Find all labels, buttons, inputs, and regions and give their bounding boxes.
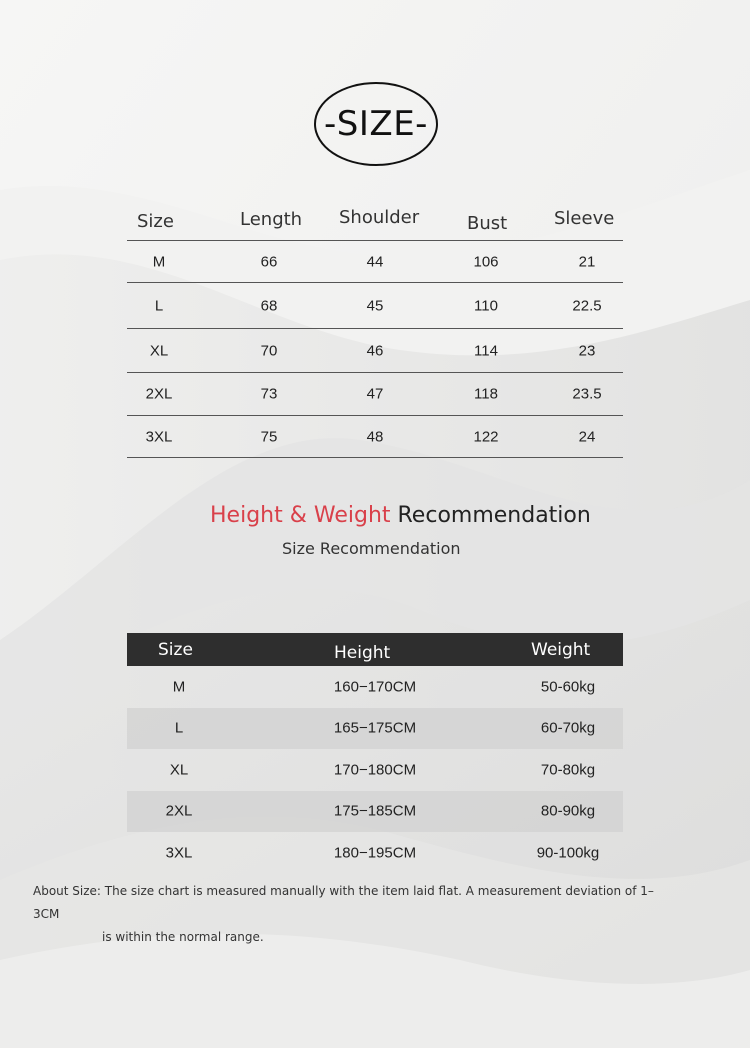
cell-height: 180−195CM [333, 844, 417, 862]
cell-weight: 50-60kg [540, 678, 596, 696]
cell-length: 75 [260, 428, 278, 445]
table-row [127, 329, 623, 373]
table-row [127, 283, 623, 329]
cell-sleeve: 22.5 [572, 297, 602, 314]
cell-sleeve: 23 [578, 342, 596, 359]
recommendation-title-rest: Recommendation [390, 503, 591, 528]
cell-sleeve: 23.5 [572, 385, 602, 403]
col-header-shoulder: Shoulder [339, 207, 420, 228]
cell-shoulder: 45 [366, 297, 384, 314]
col-header-size: Size [137, 211, 174, 232]
height-weight-header [127, 633, 623, 666]
cell-bust: 110 [474, 297, 498, 314]
table-row [127, 416, 623, 458]
cell-weight: 80-90kg [540, 802, 596, 820]
height-weight-table [127, 633, 623, 874]
cell-length: 70 [260, 342, 278, 359]
cell-bust: 114 [474, 342, 498, 359]
col-header-size: Size [158, 639, 193, 660]
cell-height: 170−180CM [333, 761, 417, 779]
cell-shoulder: 47 [366, 385, 384, 403]
cell-bust: 122 [473, 428, 499, 445]
cell-weight: 70-80kg [540, 761, 596, 779]
col-header-height: Height [334, 642, 391, 663]
cell-size: 3XL [145, 428, 173, 445]
recommendation-title-highlight: Height & Weight [210, 503, 391, 528]
cell-size: M [172, 678, 186, 696]
table-row [127, 791, 623, 833]
recommendation-title [210, 503, 591, 528]
cell-size: L [174, 719, 184, 737]
cell-length: 68 [260, 297, 278, 314]
measurement-table-header [127, 200, 623, 241]
table-row [127, 832, 623, 874]
cell-size: L [154, 297, 164, 314]
measurement-table [127, 200, 623, 458]
cell-size: XL [169, 761, 189, 779]
cell-bust: 118 [474, 385, 498, 403]
table-row [127, 666, 623, 708]
cell-size: XL [149, 342, 169, 359]
cell-length: 66 [260, 253, 278, 270]
cell-bust: 106 [473, 253, 499, 270]
cell-weight: 90-100kg [536, 844, 600, 862]
cell-sleeve: 21 [578, 253, 596, 270]
cell-shoulder: 48 [366, 428, 384, 445]
cell-weight: 60-70kg [540, 719, 596, 737]
size-note-line1: About Size: The size chart is measured manually with the item laid flat. A measurement deviation of 1–3CM [33, 884, 654, 921]
col-header-bust: Bust [467, 213, 508, 234]
table-row [127, 241, 623, 283]
cell-height: 165−175CM [333, 719, 417, 737]
cell-length: 73 [260, 385, 278, 403]
size-note [33, 880, 673, 949]
recommendation-subtitle: Size Recommendation [282, 539, 461, 558]
cell-height: 160−170CM [333, 678, 417, 696]
table-row [127, 749, 623, 791]
cell-shoulder: 46 [366, 342, 384, 359]
size-note-line2: is within the normal range. [102, 930, 264, 944]
cell-size: 3XL [165, 844, 193, 862]
cell-shoulder: 44 [366, 253, 384, 270]
cell-size: M [152, 253, 166, 270]
cell-height: 175−185CM [333, 802, 417, 820]
col-header-sleeve: Sleeve [554, 208, 615, 229]
table-row [127, 373, 623, 416]
cell-size: 2XL [165, 802, 193, 820]
col-header-length: Length [240, 209, 303, 230]
cell-sleeve: 24 [578, 428, 596, 445]
cell-size: 2XL [145, 385, 173, 403]
size-badge: -SIZE- [314, 82, 438, 166]
col-header-weight: Weight [531, 639, 591, 660]
table-row [127, 708, 623, 750]
